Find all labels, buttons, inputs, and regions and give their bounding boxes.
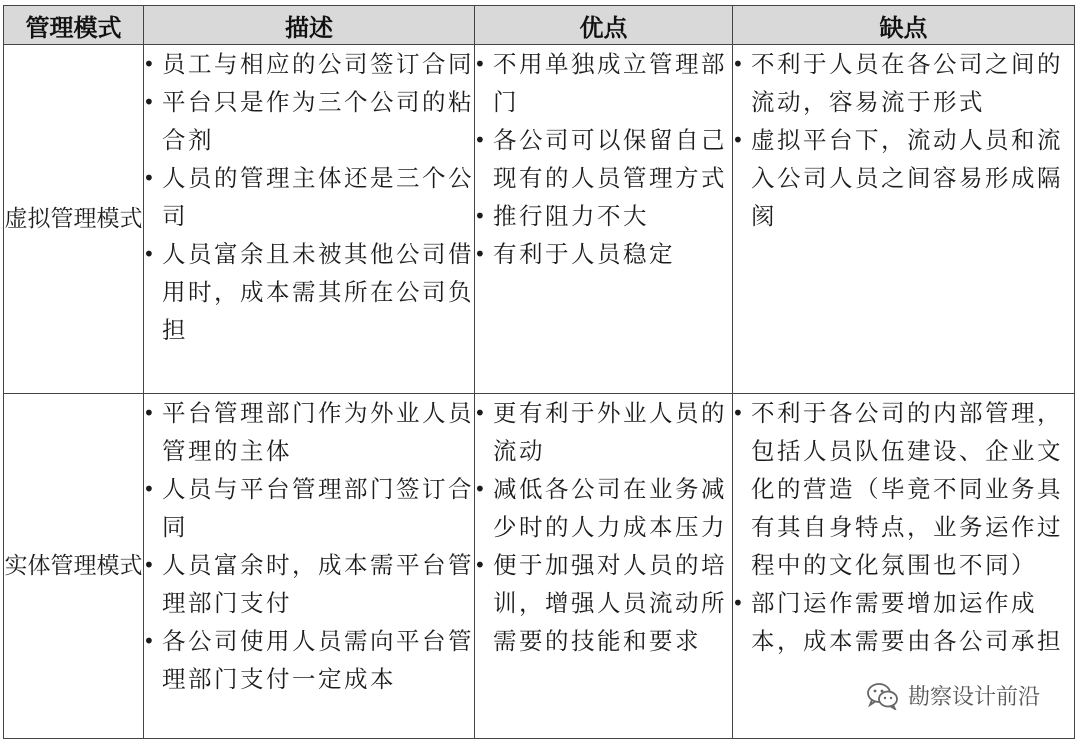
list-item: • 不利于各公司的内部管理，包括人员队伍建设、企业文化的营造（毕竟不同业务具有其自身特点，业务运作过程中的文化氛围也不同） [733,394,1074,584]
header-description: 描述 [144,6,475,45]
description-list [144,394,474,698]
pros-list [475,394,732,660]
mode-cell: 实体管理模式 [4,394,144,739]
table-row-virtual [4,45,1075,394]
list-item: • 人员富余时，成本需平台管理部门支付 [144,546,474,622]
pros-cell [475,394,733,739]
list-item: • 更有利于外业人员的流动 [475,394,732,470]
wechat-icon [866,682,900,710]
cons-list [733,394,1074,660]
cons-cell [733,45,1075,394]
header-row [4,6,1075,45]
list-item: • 推行阻力不大 [475,197,732,235]
cons-list [733,45,1074,235]
list-item: • 不用单独成立管理部门 [475,45,732,121]
header-mode: 管理模式 [4,6,144,45]
header-cons: 缺点 [733,6,1075,45]
watermark [862,678,1044,713]
list-item: • 人员的管理主体还是三个公司 [144,159,474,235]
list-item: • 各公司可以保留自己现有的人员管理方式 [475,121,732,197]
list-item: • 各公司使用人员需向平台管理部门支付一定成本 [144,622,474,698]
list-item: • 员工与相应的公司签订合同 [144,45,474,83]
list-item: • 平台管理部门作为外业人员管理的主体 [144,394,474,470]
list-item: • 便于加强对人员的培训，增强人员流动所需要的技能和要求 [475,546,732,660]
list-item: • 减低各公司在业务减少时的人力成本压力 [475,470,732,546]
watermark-text: 勘察设计前沿 [907,685,1040,710]
management-mode-table [3,5,1075,739]
pros-list [475,45,732,273]
list-item: • 人员富余且未被其他公司借用时，成本需其所在公司负担 [144,235,474,349]
list-item: • 部门运作需要增加运作成本，成本需要由各公司承担 [733,584,1074,660]
list-item: • 平台只是作为三个公司的粘合剂 [144,83,474,159]
list-item: • 有利于人员稳定 [475,235,732,273]
list-item: • 人员与平台管理部门签订合同 [144,470,474,546]
mode-cell: 虚拟管理模式 [4,45,144,394]
description-list [144,45,474,349]
list-item: • 不利于人员在各公司之间的流动，容易流于形式 [733,45,1074,121]
pros-cell [475,45,733,394]
description-cell [144,394,475,739]
description-cell [144,45,475,394]
list-item: • 虚拟平台下，流动人员和流入公司人员之间容易形成隔阂 [733,121,1074,235]
header-pros: 优点 [475,6,733,45]
